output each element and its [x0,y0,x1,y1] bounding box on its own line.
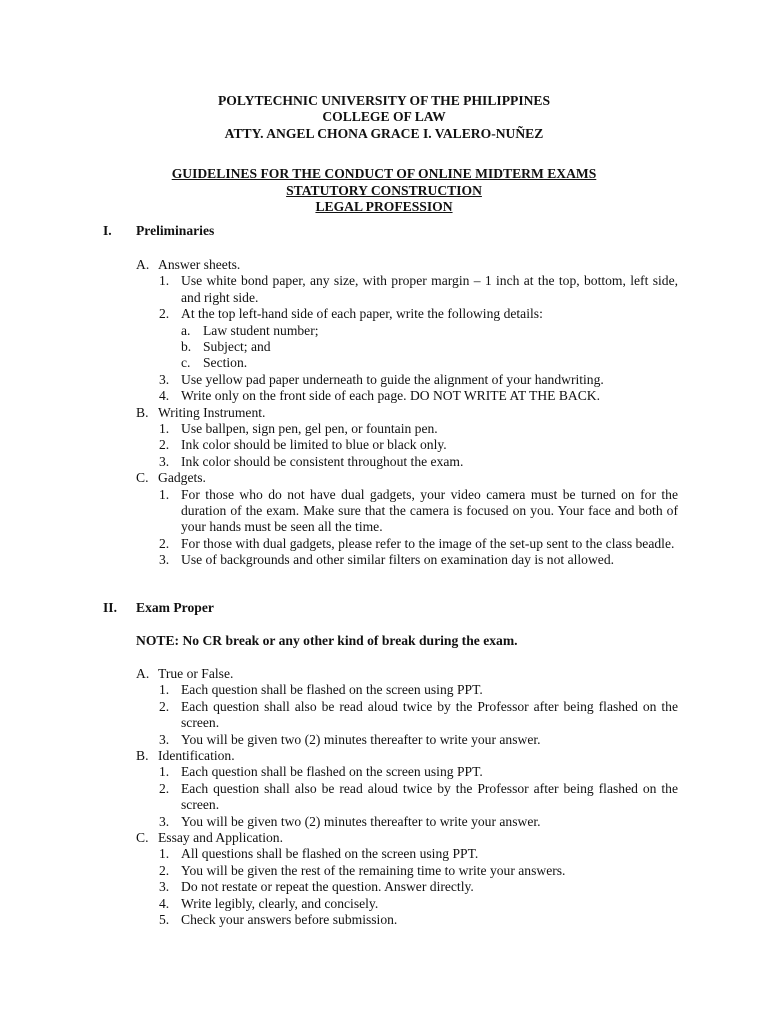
list-item-label: 1. [159,421,170,436]
list-item-label: 3. [159,453,170,469]
list-item-label: 2. [159,437,170,453]
subsection-label: A. [136,257,150,272]
section-title: Preliminaries [136,223,215,238]
document-header [0,93,768,214]
list-item-label: 4. [159,895,170,911]
list-item-label: 3. [159,879,170,895]
list-item-label: 1. [159,846,170,862]
list-item-text: At the top left-hand side of each paper, write the following details: [181,306,543,322]
subsection-label: B. [136,748,149,763]
list-item-text: Use yellow pad paper underneath to guide the alignment of your handwriting. [181,371,604,387]
list-item-label: 1. [159,764,170,780]
list-item-text: Use of backgrounds and other similar filters on examination day is not allowed. [181,552,615,568]
list-item-text: For those who do not have dual gadgets, your video camera must be turned on for the duration of the exam. Make sure that the camera is focused on you. Your face and both of your hands must be seen all the time. [181,486,678,535]
list-item-label: 1. [159,682,170,698]
list-item-label: 3. [159,552,170,568]
list-item-label: 3. [159,371,170,387]
section-heading [0,223,768,240]
list-item-label: 2. [159,535,170,551]
section-title: Exam Proper [136,600,214,615]
subsection-label: C. [136,470,149,486]
subsection-text: Gadgets. [158,470,206,486]
detail-item-text: Law student number; [203,322,319,338]
list-item-text: For those with dual gadgets, please refer to the image of the set-up sent to the class beadle. [181,535,675,551]
list-item-text: You will be given two (2) minutes thereafter to write your answer. [181,731,541,747]
subsection-text: Identification. [158,748,235,763]
section-heading [0,600,768,617]
detail-item-label: b. [181,339,192,354]
list-item-label: 4. [159,388,170,404]
list-item-text: Write legibly, clearly, and concisely. [181,895,379,911]
list-item-text: All questions shall be flashed on the screen using PPT. [181,846,479,862]
list-item-label: 1. [159,486,170,502]
detail-item-label: a. [181,322,191,338]
subsection-text: Answer sheets. [158,257,241,272]
subsection-text: Essay and Application. [158,830,283,845]
detail-item-text: Subject; and [203,339,271,354]
list-item-label: 2. [159,698,170,714]
college-name: COLLEGE OF LAW [322,109,446,125]
break-note: NOTE: No CR break or any other kind of break during the exam. [136,633,518,648]
list-item-text: Each question shall be flashed on the screen using PPT. [181,682,483,698]
detail-item-label: c. [181,355,191,371]
detail-item-text: Section. [203,355,248,371]
title-line-3: LEGAL PROFESSION [315,198,453,214]
list-item-text: Use white bond paper, any size, with proper margin – 1 inch at the top, bottom, left side, and right side. [181,273,678,305]
list-item-text: Write only on the front side of each page. DO NOT WRITE AT THE BACK. [181,388,601,404]
list-item-label: 5. [159,912,170,927]
section-preliminaries [0,223,768,240]
section-exam-proper [0,600,768,617]
subsection-label: B. [136,404,149,420]
title-line-1: GUIDELINES FOR THE CONDUCT OF ONLINE MIDTERM EXAMS [171,166,597,182]
subsection-label: C. [136,830,149,845]
list-item-text: Each question shall also be read aloud twice by the Professor after being flashed on the screen. [181,698,678,731]
university-name: POLYTECHNIC UNIVERSITY OF THE PHILIPPINES [217,93,551,108]
section-number: I. [103,223,112,238]
list-item-text: Ink color should be limited to blue or black only. [181,437,447,453]
section-number: II. [103,600,117,615]
list-item-text: Check your answers before submission. [181,912,398,927]
subsection-text: Writing Instrument. [158,404,266,420]
list-item-text: Ink color should be consistent throughout the exam. [181,453,464,469]
title-line-2: STATUTORY CONSTRUCTION [286,182,482,198]
list-item-label: 2. [159,780,170,796]
subsection-text: True or False. [158,666,234,681]
list-item-label: 3. [159,731,170,747]
professor-name: ATTY. ANGEL CHONA GRACE I. VALERO-NUÑEZ [224,125,544,141]
list-item-label: 3. [159,813,170,829]
subsection-label: A. [136,666,150,681]
list-item-text: Do not restate or repeat the question. Answer directly. [181,879,474,895]
list-item-label: 1. [159,273,170,289]
list-item-text: You will be given the rest of the remaining time to write your answers. [181,862,566,878]
list-item-text: You will be given two (2) minutes thereafter to write your answer. [181,813,541,829]
document-title [0,166,768,214]
list-item-text: Each question shall also be read aloud twice by the Professor after being flashed on the screen. [181,780,678,813]
list-item-text: Use ballpen, sign pen, gel pen, or fountain pen. [181,421,438,436]
list-item-text: Each question shall be flashed on the screen using PPT. [181,764,483,780]
list-item-label: 2. [159,306,170,322]
list-item-label: 2. [159,862,170,878]
